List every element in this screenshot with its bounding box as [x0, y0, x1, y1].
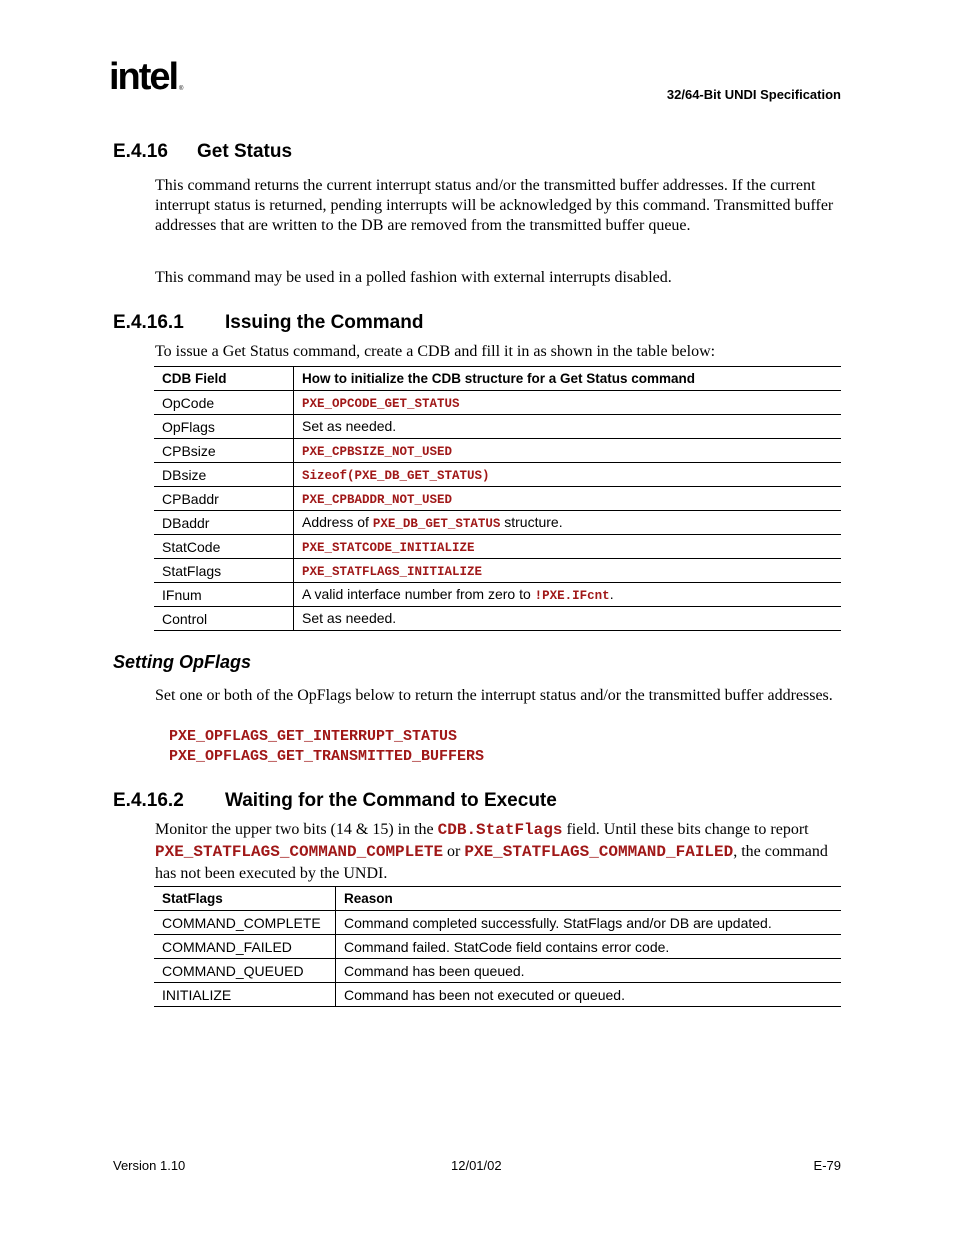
subsection-number: E.4.16.1 — [113, 312, 184, 333]
cdb-field-cell: CPBaddr — [154, 487, 294, 511]
cdb-init-cell — [294, 463, 842, 487]
statflag-cell: COMMAND_COMPLETE — [154, 911, 336, 935]
subsection-heading-waiting — [113, 790, 557, 812]
document-title: 32/64-Bit UNDI Specification — [666, 87, 841, 102]
reason-cell: Command has been not executed or queued. — [336, 983, 842, 1007]
cdb-init-text: Address of — [302, 514, 373, 530]
statflag-cell: COMMAND_QUEUED — [154, 959, 336, 983]
subsection-title: Issuing the Command — [225, 312, 424, 333]
cdb-table-row — [154, 583, 841, 607]
cdb-field-cell: Control — [154, 607, 294, 631]
cdb-init-code: PXE_DB_GET_STATUS — [372, 517, 501, 531]
cdb-field-cell: StatCode — [154, 535, 294, 559]
code-statflags: CDB.StatFlags — [437, 821, 563, 839]
waiting-text-3: or — [443, 843, 465, 860]
waiting-text-2: field. Until these bits change to report — [562, 821, 809, 838]
statflags-table — [154, 886, 841, 1007]
waiting-text-1: Monitor the upper two bits (14 & 15) in the — [155, 821, 438, 838]
statflags-header-flag: StatFlags — [154, 887, 336, 911]
statflag-cell: INITIALIZE — [154, 983, 336, 1007]
statflags-header-reason: Reason — [336, 887, 842, 911]
cdb-init-code: !PXE.IFcnt — [534, 589, 610, 603]
cdb-table-row — [154, 439, 841, 463]
cdb-init-cell — [294, 511, 842, 535]
intel-logo — [109, 56, 184, 104]
section-number: E.4.16 — [113, 141, 168, 162]
opflags-heading: Setting OpFlags — [113, 652, 252, 672]
registered-mark: ® — [179, 86, 184, 92]
cdb-table-row — [154, 463, 841, 487]
cdb-init-suffix: . — [609, 586, 614, 602]
code-command-failed: PXE_STATFLAGS_COMMAND_FAILED — [464, 843, 734, 861]
cdb-init-code: Sizeof(PXE_DB_GET_STATUS) — [302, 469, 490, 483]
cdb-table-row — [154, 391, 841, 415]
cdb-field-cell: OpCode — [154, 391, 294, 415]
waiting-paragraph — [155, 819, 835, 884]
cdb-header-init: How to initialize the CDB structure for a Get Status command — [294, 367, 842, 391]
cdb-table-row — [154, 559, 841, 583]
section-title: Get Status — [197, 141, 293, 162]
footer-version: Version 1.10 — [113, 1158, 186, 1173]
subsection-number: E.4.16.2 — [113, 790, 184, 811]
reason-cell: Command completed successfully. StatFlags and/or DB are updated. — [336, 911, 842, 935]
cdb-field-cell: DBsize — [154, 463, 294, 487]
section-paragraph-2: This command may be used in a polled fashion with external interrupts disabled. — [155, 269, 672, 286]
statflags-table-row — [154, 959, 841, 983]
subsection-heading-issuing — [113, 312, 423, 334]
statflags-table-row — [154, 911, 841, 935]
logo-text: intel — [109, 56, 178, 98]
cdb-init-cell — [294, 487, 842, 511]
cdb-field-cell: OpFlags — [154, 415, 294, 439]
cdb-table-row — [154, 487, 841, 511]
cdb-field-cell: StatFlags — [154, 559, 294, 583]
cdb-field-cell: CPBsize — [154, 439, 294, 463]
footer-date: 12/01/02 — [451, 1158, 502, 1173]
opflags-text: Set one or both of the OpFlags below to return the interrupt status and/or the transmitted buffer addresses. — [155, 687, 833, 704]
issuing-intro: To issue a Get Status command, create a CDB and fill it in as shown in the table below: — [155, 343, 716, 360]
cdb-init-code: PXE_CPBADDR_NOT_USED — [302, 493, 453, 507]
cdb-table-row — [154, 535, 841, 559]
cdb-init-cell — [294, 391, 842, 415]
cdb-init-text: A valid interface number from zero to — [302, 586, 535, 602]
section-heading — [113, 141, 292, 163]
cdb-init-suffix: structure. — [500, 514, 563, 530]
cdb-init-cell — [294, 559, 842, 583]
footer-page-number: E-79 — [813, 1158, 841, 1173]
cdb-init-code: PXE_CPBSIZE_NOT_USED — [302, 445, 453, 459]
cdb-init-text: Set as needed. — [302, 418, 397, 434]
cdb-init-code: PXE_OPCODE_GET_STATUS — [302, 397, 460, 411]
cdb-init-code: PXE_STATFLAGS_INITIALIZE — [302, 565, 483, 579]
cdb-field-cell: IFnum — [154, 583, 294, 607]
statflag-cell: COMMAND_FAILED — [154, 935, 336, 959]
opflag-1: PXE_OPFLAGS_GET_INTERRUPT_STATUS — [169, 728, 458, 745]
waiting-text-4: , the command has not been executed by the UNDI. — [155, 843, 828, 882]
cdb-init-cell — [294, 607, 842, 631]
cdb-init-cell — [294, 439, 842, 463]
code-command-complete: PXE_STATFLAGS_COMMAND_COMPLETE — [155, 843, 444, 861]
opflag-2: PXE_OPFLAGS_GET_TRANSMITTED_BUFFERS — [169, 748, 485, 765]
cdb-header-field: CDB Field — [154, 367, 294, 391]
cdb-table-row — [154, 607, 841, 631]
cdb-table — [154, 366, 841, 631]
section-paragraph-1: This command returns the current interrupt status and/or the transmitted buffer addresses. If the current interrupt status is returned, pending interrupts will be acknowledged by this command. Transmitted buffer addresses that are written to the DB are removed from the transmitted buffer queue. — [155, 177, 834, 234]
cdb-init-text: Set as needed. — [302, 610, 397, 626]
cdb-init-code: PXE_STATCODE_INITIALIZE — [302, 541, 475, 555]
subsection-title: Waiting for the Command to Execute — [225, 790, 557, 811]
statflags-table-row — [154, 983, 841, 1007]
cdb-init-cell — [294, 583, 842, 607]
cdb-table-row — [154, 415, 841, 439]
cdb-field-cell: DBaddr — [154, 511, 294, 535]
cdb-init-cell — [294, 535, 842, 559]
reason-cell: Command failed. StatCode field contains error code. — [336, 935, 842, 959]
cdb-init-cell — [294, 415, 842, 439]
statflags-table-row — [154, 935, 841, 959]
cdb-table-row — [154, 511, 841, 535]
reason-cell: Command has been queued. — [336, 959, 842, 983]
